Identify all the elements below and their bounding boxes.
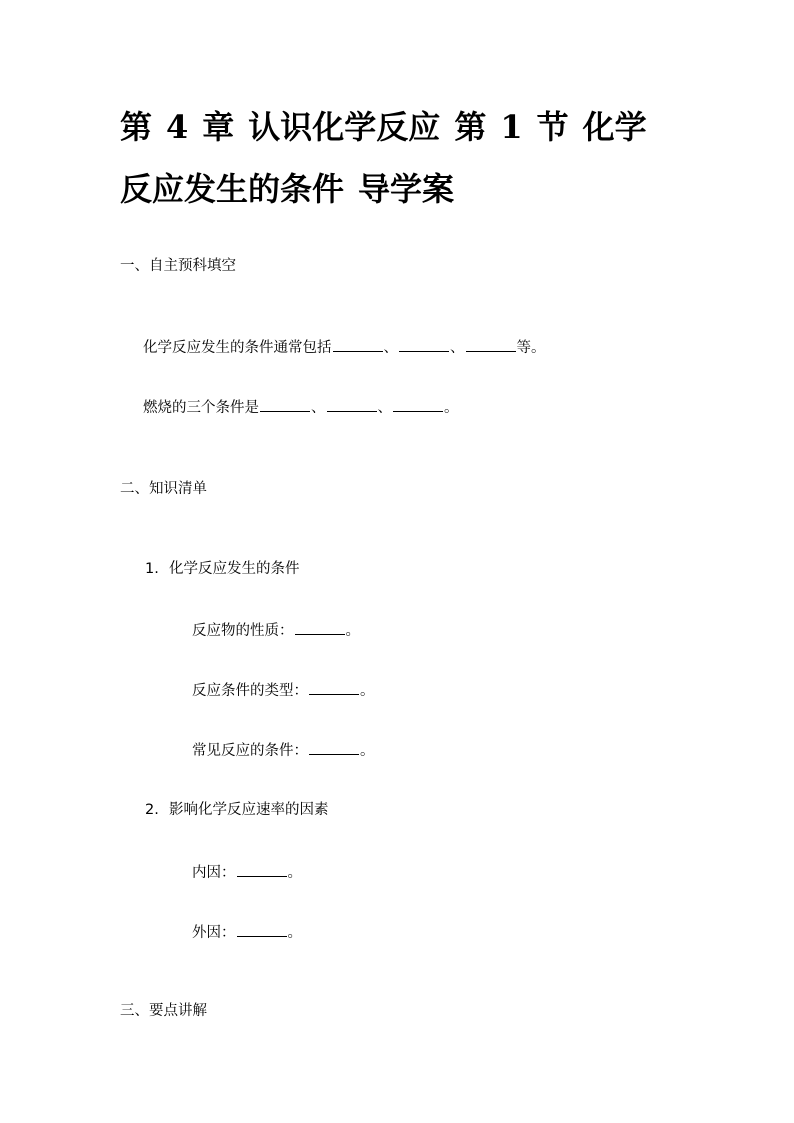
sub-item-label: 反应条件的类型： xyxy=(192,683,308,699)
title-word: 第 xyxy=(454,108,487,146)
list-number: 1. xyxy=(145,561,159,577)
list-item-label: 影响化学反应速率的因素 xyxy=(169,802,329,818)
fill-blank[interactable] xyxy=(309,740,359,755)
title-word: 导学案 xyxy=(358,170,455,208)
sub-item-label: 外因： xyxy=(192,925,236,941)
fill-blank[interactable] xyxy=(327,397,377,412)
question-suffix: 等。 xyxy=(516,340,546,356)
sub-item-label: 反应物的性质： xyxy=(192,623,294,639)
separator: 、 xyxy=(377,400,392,416)
question-text: 燃烧的三个条件是 xyxy=(143,400,259,416)
fill-question-2 xyxy=(143,397,459,418)
sub-item-suffix: 。 xyxy=(287,925,302,941)
fill-blank[interactable] xyxy=(309,680,359,695)
fill-blank[interactable] xyxy=(399,337,449,352)
sub-item xyxy=(192,620,360,641)
title-word: 章 xyxy=(202,108,235,146)
sub-item-label: 常见反应的条件： xyxy=(192,743,308,759)
title-word: 1 xyxy=(500,108,523,146)
separator: 、 xyxy=(450,340,465,356)
section-heading-2: 二、知识清单 xyxy=(120,481,207,497)
title-word: 反应发生的条件 xyxy=(120,170,345,208)
sub-item-label: 内因： xyxy=(192,865,236,881)
sub-item xyxy=(192,922,302,943)
sub-item-suffix: 。 xyxy=(360,743,375,759)
fill-blank[interactable] xyxy=(237,922,287,937)
list-item-1 xyxy=(145,559,300,579)
fill-blank[interactable] xyxy=(333,337,383,352)
fill-blank[interactable] xyxy=(260,397,310,412)
list-item-label: 化学反应发生的条件 xyxy=(169,561,300,577)
fill-blank[interactable] xyxy=(393,397,443,412)
list-number: 2. xyxy=(145,802,159,818)
fill-blank[interactable] xyxy=(295,620,345,635)
section-heading-3: 三、要点讲解 xyxy=(120,1003,207,1019)
section-heading-1: 一、自主预科填空 xyxy=(120,258,236,274)
sub-item-suffix: 。 xyxy=(360,683,375,699)
title-word: 4 xyxy=(166,108,189,146)
question-text: 化学反应发生的条件通常包括 xyxy=(143,340,332,356)
title-word: 节 xyxy=(536,108,569,146)
separator: 、 xyxy=(383,340,398,356)
fill-blank[interactable] xyxy=(237,862,287,877)
sub-item xyxy=(192,740,375,761)
list-item-2 xyxy=(145,800,329,820)
question-suffix: 。 xyxy=(444,400,459,416)
page-title-line-1 xyxy=(120,107,680,147)
title-word: 认识化学反应 xyxy=(248,108,441,146)
fill-blank[interactable] xyxy=(466,337,516,352)
page-title-line-2 xyxy=(120,169,680,209)
sub-item-suffix: 。 xyxy=(345,623,360,639)
separator: 、 xyxy=(311,400,326,416)
title-word: 化学 xyxy=(582,108,647,146)
sub-item-suffix: 。 xyxy=(287,865,302,881)
sub-item xyxy=(192,862,302,883)
sub-item xyxy=(192,680,375,701)
title-word: 第 xyxy=(120,108,153,146)
fill-question-1 xyxy=(143,337,546,358)
